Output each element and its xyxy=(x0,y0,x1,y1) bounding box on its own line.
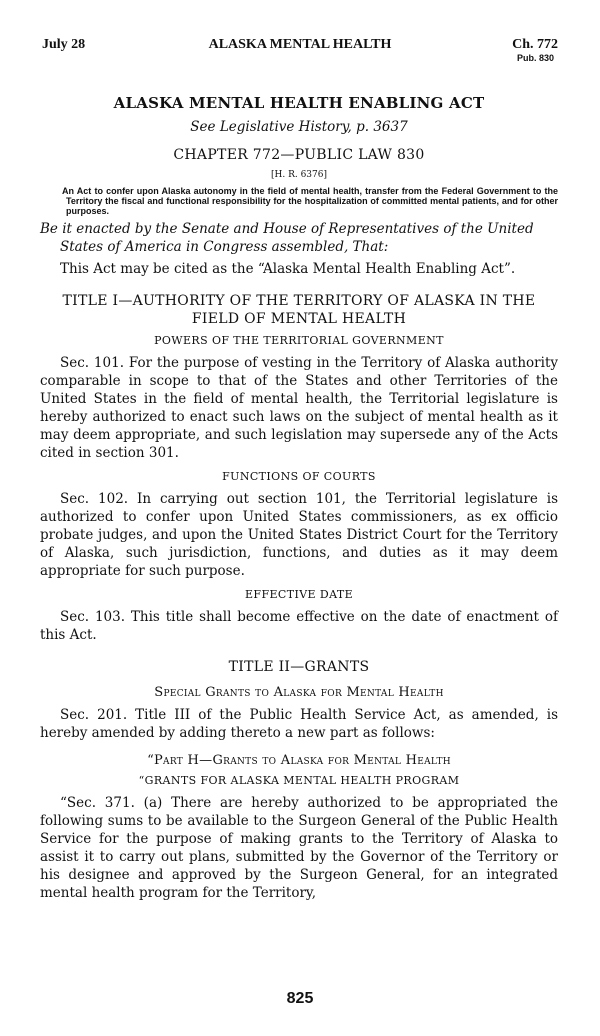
short-title-paragraph: This Act may be cited as the “Alaska Mental Health Enabling Act”. xyxy=(60,261,516,277)
act-title: ALASKA MENTAL HEALTH ENABLING ACT xyxy=(113,94,485,112)
section-101: Sec. 101. For the purpose of vesting in the Territory of Alaska authority comparable in scope to that of the States and other Territories of the United States in the field of mental health, the Territorial legislature is hereby authorized to enact such laws on the subject of mental health as it may deem appropriate, and such legislation may supersede any of the Acts cited in section 301. xyxy=(40,355,558,461)
title-1-heading: TITLE I—AUTHORITY OF THE TERRITORY OF ALASKA IN THE FIELD OF MENTAL HEALTH xyxy=(62,293,536,327)
special-grants-heading: Special Grants to Alaska for Mental Health xyxy=(154,685,444,700)
section-371: “Sec. 371. (a) There are hereby authorized to be appropriated the following sums to be available to the Surgeon General of the Public Health Service for the purpose of making grants to the Territory of Alaska to assist it to carry out plans, submitted by the Governor of the Territory or his designee and approved by the Surgeon General, for an integrated mental health program for the Territory, xyxy=(40,795,558,901)
chapter-heading: CHAPTER 772—PUBLIC LAW 830 xyxy=(173,147,425,163)
powers-heading: POWERS OF THE TERRITORIAL GOVERNMENT xyxy=(154,334,444,347)
bill-number: [H. R. 6376] xyxy=(271,170,327,180)
header-chapter-ref: Ch. 772 xyxy=(512,37,558,52)
courts-heading: FUNCTIONS OF COURTS xyxy=(222,470,376,483)
page-number: 825 xyxy=(286,990,314,1007)
header-date: July 28 xyxy=(42,37,86,52)
effective-date-heading: EFFECTIVE DATE xyxy=(244,588,354,601)
legislative-history-link: See Legislative History, p. 3637 xyxy=(190,119,408,135)
header-running-title: ALASKA MENTAL HEALTH xyxy=(208,37,392,52)
header-pub-ref: Pub. 830 xyxy=(516,53,554,63)
act-summary: An Act to confer upon Alaska autonomy in the field of mental health, transfer from the Federal Government to the Territory the fiscal and functional responsibility for the hospitalization of committed mental patients, and for other purposes. xyxy=(62,186,558,216)
document-body xyxy=(40,94,558,902)
program-heading: “GRANTS FOR ALASKA MENTAL HEALTH PROGRAM xyxy=(138,774,460,787)
section-201: Sec. 201. Title III of the Public Health Service Act, as amended, is hereby amended by adding thereto a new part as follows: xyxy=(40,707,558,741)
part-h-heading: “Part H—Grants to Alaska for Mental Health xyxy=(147,753,451,768)
section-103: Sec. 103. This title shall become effective on the date of enactment of this Act. xyxy=(40,609,558,643)
title-2-heading: TITLE II—GRANTS xyxy=(228,659,370,675)
enacting-clause: Be it enacted by the Senate and House of Representatives of the United States of America in Congress assembled, That: xyxy=(40,221,534,255)
section-102: Sec. 102. In carrying out section 101, the Territorial legislature is authorized to confer upon United States commissioners, as ex officio probate judges, and upon the United States District Court for the Territory of Alaska, such jurisdiction, functions, and duties as it may deem appropriate for such purpose. xyxy=(40,491,558,579)
